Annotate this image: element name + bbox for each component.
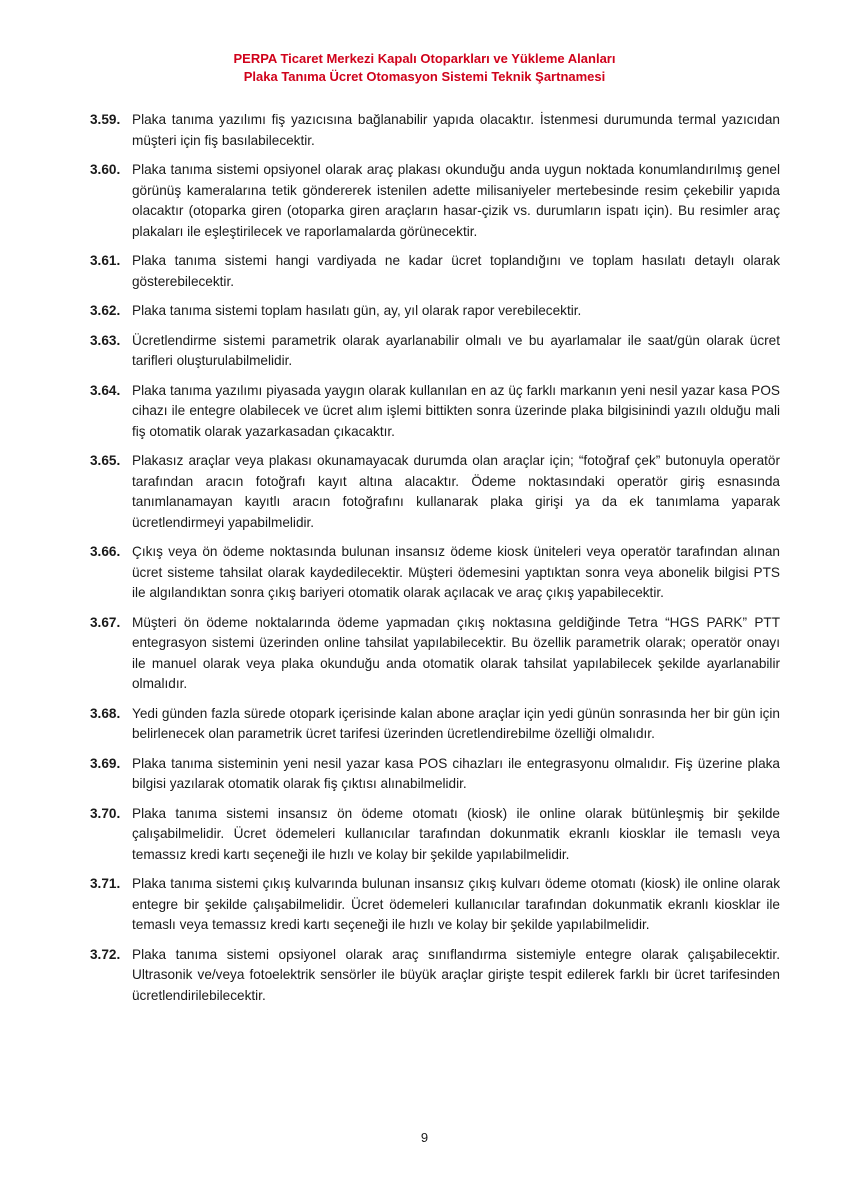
spec-item-number: 3.61. — [90, 253, 121, 268]
spec-item-number: 3.68. — [90, 705, 121, 721]
spec-item — [90, 804, 780, 866]
spec-item-number: 3.60. — [90, 162, 121, 177]
spec-item-number: 3.66. — [90, 544, 121, 559]
spec-item-text: Ücretlendirme sistemi parametrik olarak ayarlanabilir olmalı ve bu ayarlamalar ile saat/gün olarak ücret tarifleri oluşturulabilmelidir. — [132, 332, 780, 368]
spec-item — [90, 160, 780, 242]
spec-item — [90, 381, 780, 443]
spec-item — [90, 945, 780, 1007]
spec-item — [90, 874, 780, 936]
spec-item-number: 3.65. — [90, 453, 121, 468]
spec-item — [90, 704, 780, 745]
header-title-line-1: PERPA Ticaret Merkezi Kapalı Otoparkları ve Yükleme Alanları — [233, 51, 616, 66]
spec-item — [90, 613, 780, 695]
spec-item-number: 3.72. — [90, 946, 121, 962]
spec-item-text: Plaka tanıma sisteminin yeni nesil yazar kasa POS cihazları ile entegrasyonu olmalıdır. Fiş üzerine plaka bilgisi yazılarak otomatik olarak fiş çıktısı alınabilmelidir. — [132, 755, 780, 791]
header-title-line-2: Plaka Tanıma Ücret Otomasyon Sistemi Teknik Şartnamesi — [243, 69, 606, 84]
spec-item-number: 3.63. — [90, 332, 121, 348]
spec-item-number: 3.70. — [90, 805, 121, 821]
spec-item-text: Çıkış veya ön ödeme noktasında bulunan insansız ödeme kiosk üniteleri veya operatör tarafından alınan ücret sisteme tahsilat olarak kaydedilecektir. Müşteri ödemesini yaptıktan sonra veya abonelik bilgisi PTS ile algılandıktan sonra çıkış bariyeri otomatik olarak açılacak ve araç çıkış yapabilecektir. — [132, 544, 780, 600]
spec-item — [90, 542, 780, 604]
spec-item — [90, 451, 780, 533]
spec-item-text: Müşteri ön ödeme noktalarında ödeme yapmadan çıkış noktasına geldiğinde Tetra “HGS PARK” PTT entegrasyon sistemi üzerinden online tahsilat yapılabilecektir. Bu özellik parametrik olarak; operatör onayı ile manuel olarak veya plaka okunduğu anda otomatik olarak tahsilat yapılabilecek şekilde ayarlanabilir olmalıdır. — [132, 614, 780, 691]
spec-item-text: Plaka tanıma yazılımı fiş yazıcısına bağlanabilir yapıda olacaktır. İstenmesi durumunda termal yazıcıdan müşteri için fiş basılabilecektir. — [132, 112, 780, 148]
page-number: 9 — [420, 1130, 429, 1145]
spec-item — [90, 301, 780, 322]
spec-item — [90, 331, 780, 372]
spec-item-number: 3.59. — [90, 112, 121, 127]
spec-item-text: Plaka tanıma sistemi opsiyonel olarak araç plakası okunduğu anda uygun noktada konumlandırılmış genel görünüş kameralarına tetik göndererek istenilen adette milisaniyeler mertebesinde resim çekebilir yapıda olacaktır (otoparka giren (otoparka giren araçların hasar-çizik vs. durumların ispatı için). Bu resimler araç plakaları ile eşleştirilecek ve raporlamalarda görünecektir. — [132, 162, 780, 239]
spec-item-text: Plaka tanıma sistemi toplam hasılatı gün, ay, yıl olarak rapor verebilecektir. — [132, 303, 582, 318]
spec-item-number: 3.62. — [90, 303, 121, 318]
spec-item — [90, 110, 780, 151]
spec-item-number: 3.69. — [90, 755, 121, 771]
spec-item-text: Yedi günden fazla sürede otopark içerisinde kalan abone araçlar için yedi günün sonrasında her bir gün için belirlenecek olan parametrik ücret tarifesi üzerinden ücretlendirebilme özelliği olmalıdır. — [132, 705, 780, 741]
spec-item-number: 3.71. — [90, 876, 121, 891]
spec-item — [90, 754, 780, 795]
spec-item — [90, 251, 780, 292]
spec-item-text: Plaka tanıma yazılımı piyasada yaygın olarak kullanılan en az üç farklı markanın yeni nesil yazar kasa POS cihazı ile entegre olabilecek ve ücret alım işlemi bittikten sonra üzerinde plaka bilgisinindi yazılı olduğu mali fiş otomatik olarak yazarkasadan çıkacaktır. — [132, 382, 780, 439]
spec-item-number: 3.67. — [90, 614, 121, 630]
spec-item-text: Plaka tanıma sistemi insansız ön ödeme otomatı (kiosk) ile online olarak bütünleşmiş bir şekilde çalışabilmelidir. Ücret ödemeleri kullanıcılar tarafından dokunmatik ekranlı kiosklar ile temaslı veya temassız kredi kartı seçeneği ile hızlı ve kolay bir şekilde yapılabilmelidir. — [132, 805, 780, 862]
specification-list — [90, 110, 780, 1015]
spec-item-text: Plaka tanıma sistemi çıkış kulvarında bulunan insansız çıkış kulvarı ödeme otomatı (kiosk) ile online olarak entegre bir şekilde çalışabilmelidir. Ücret ödemeleri kullanıcılar tarafından dokunmatik ekranlı kiosklar ile temaslı veya temassız kredi kartı seçeneği ile hızlı ve kolay bir şekilde yapılabilmelidir. — [132, 876, 780, 932]
spec-item-number: 3.64. — [90, 382, 121, 398]
spec-item-text: Plaka tanıma sistemi hangi vardiyada ne kadar ücret toplandığını ve toplam hasılatı detaylı olarak gösterebilecektir. — [132, 253, 780, 289]
document-header — [0, 50, 849, 86]
spec-item-text: Plakasız araçlar veya plakası okunamayacak durumda olan araçlar için; “fotoğraf çek” butonuyla operatör tarafından aracın fotoğrafı kayıt altına alacaktır. Ödeme noktasındaki operatör giriş esnasında tanımlanamayan kayıtlı aracın fotoğrafını kullanarak plaka girişi ya da ek tanımlama yaparak ücretlendirmeyi yapabilmelidir. — [132, 453, 780, 530]
spec-item-text: Plaka tanıma sistemi opsiyonel olarak araç sınıflandırma sistemiyle entegre olarak çalışabilecektir. Ultrasonik ve/veya fotoelektrik sensörler ile büyük araçlar girişte tespit edilerek farklı bir ücret tarifesinden ücretlendirilebilecektir. — [132, 946, 780, 1003]
